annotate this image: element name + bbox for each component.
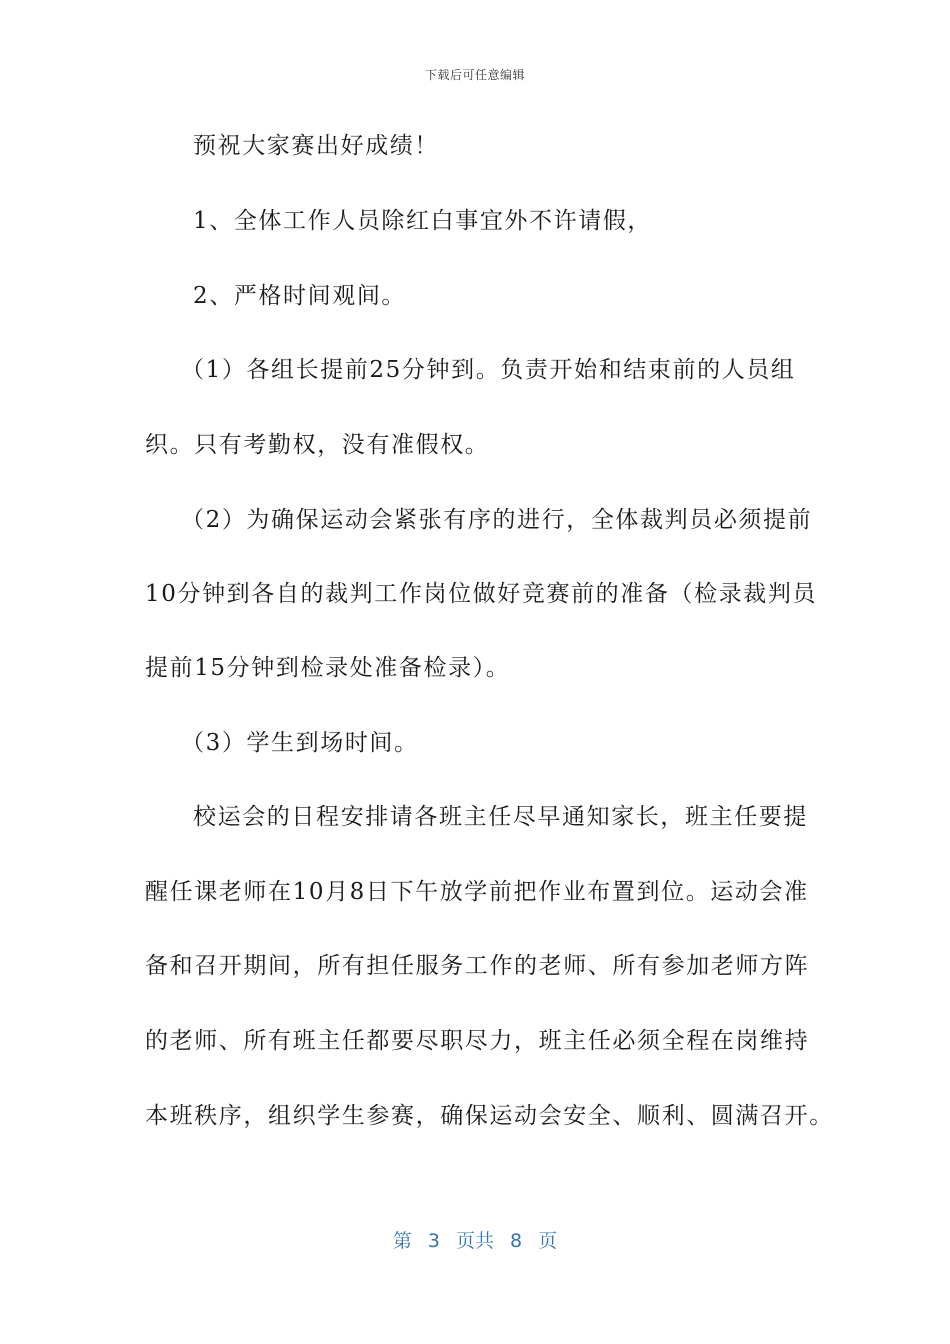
footer-prefix: 第: [392, 1230, 412, 1252]
text-line: 校运会的日程安排请各班主任尽早通知家长，班主任要提: [193, 804, 808, 830]
text-line: 预祝大家赛出好成绩！: [193, 133, 439, 159]
page-footer: [0, 1226, 950, 1253]
text-line: 醒任课老师在10月8日下午放学前把作业布置到位。运动会准: [145, 879, 809, 905]
footer-total-pages: 8: [510, 1230, 523, 1252]
text-line: 的老师、所有班主任都要尽职尽力，班主任必须全程在岗维持: [145, 1028, 810, 1054]
text-line: 备和召开期间，所有担任服务工作的老师、所有参加老师方阵: [145, 953, 810, 979]
text-line: （3）学生到场时间。: [181, 730, 419, 756]
page-header: 下载后可任意编辑: [424, 68, 525, 82]
text-line: （1）各组长提前25分钟到。负责开始和结束前的人员组: [181, 357, 796, 383]
footer-suffix: 页: [538, 1230, 558, 1252]
text-line: 织。只有考勤权，没有准假权。: [145, 432, 490, 458]
footer-middle: 页共: [455, 1230, 494, 1252]
text-line: 2、严格时间观间。: [193, 283, 407, 309]
text-line: 1、全体工作人员除红白事宜外不许请假，: [193, 208, 653, 234]
footer-page-number: 3: [427, 1230, 440, 1252]
text-line: 本班秩序，组织学生参赛，确保运动会安全、顺利、圆满召开。: [145, 1103, 834, 1129]
text-line: 提前15分钟到检录处准备检录）。: [145, 655, 511, 681]
text-line: （2）为确保运动会紧张有序的进行，全体裁判员必须提前: [181, 507, 813, 533]
text-line: 10分钟到各自的裁判工作岗位做好竞赛前的准备（检录裁判员: [145, 581, 818, 607]
